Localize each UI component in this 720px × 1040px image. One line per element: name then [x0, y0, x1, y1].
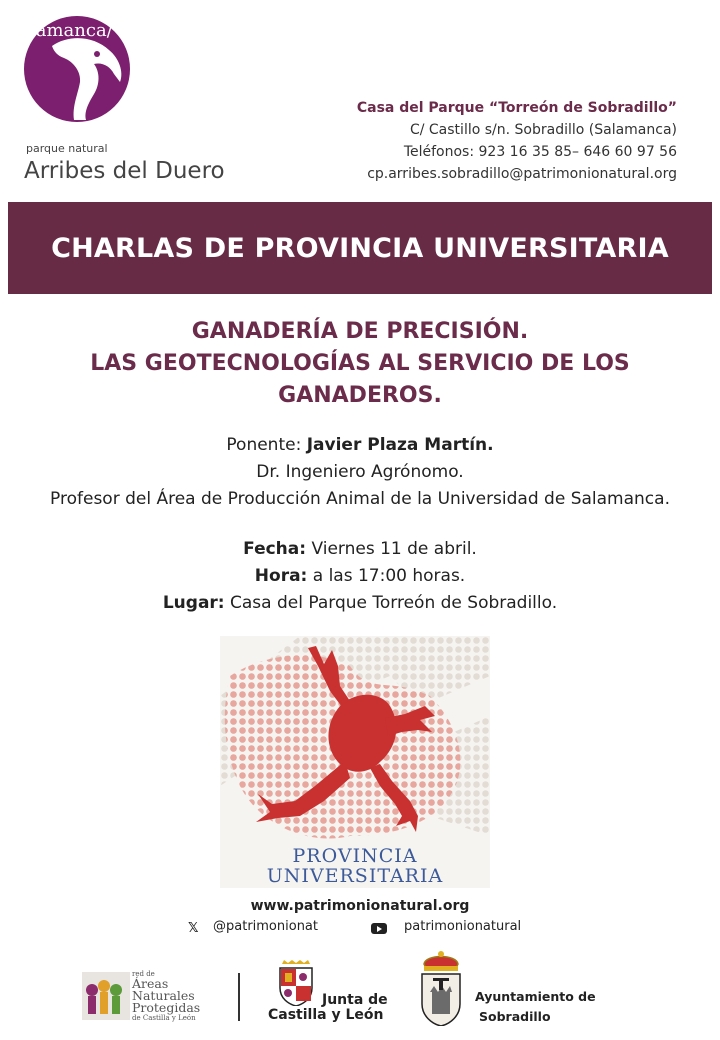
banner-title: CHARLAS DE PROVINCIA UNIVERSITARIA: [51, 232, 669, 264]
date-label: Fecha:: [243, 539, 307, 559]
junta-logo: [268, 960, 398, 1024]
junta-line2: Castilla y León: [268, 1007, 384, 1023]
contact-block: [357, 97, 677, 185]
event-details: [0, 536, 720, 617]
municipal-shield-icon: [418, 950, 464, 1026]
talk-title-line2: LAS GEOTECNOLOGÍAS AL SERVICIO DE LOS: [90, 351, 630, 376]
speaker-name: Javier Plaza Martín.: [306, 435, 494, 455]
time-label: Hora:: [254, 566, 308, 586]
logo-corner-text: lamanca/: [30, 20, 113, 41]
logo-divider: [238, 973, 240, 1021]
frog-icon: [220, 636, 490, 888]
logo-big-text: Arribes del Duero: [24, 158, 225, 184]
rap-line3: Protegidas: [132, 1000, 201, 1015]
ayuntamiento-text: [475, 987, 596, 1027]
time-value: a las 17:00 horas.: [312, 566, 466, 586]
website-link[interactable]: www.patrimonionatural.org: [250, 898, 470, 914]
talk-title: [40, 316, 680, 412]
rap-line2: Naturales: [132, 988, 195, 1003]
park-phones: Teléfonos: 923 16 35 85– 646 60 97 56: [403, 144, 677, 160]
x-handle[interactable]: @patrimonionat: [213, 919, 318, 934]
speaker-line: [0, 432, 720, 459]
speaker-block: [0, 432, 720, 513]
place-value: Casa del Parque Torreón de Sobradillo.: [230, 593, 558, 613]
ayto-line1: Ayuntamiento de: [475, 989, 596, 1004]
social-links: [0, 919, 720, 939]
x-logo-icon[interactable]: 𝕏: [188, 921, 199, 936]
rap-sub: de Castilla y León: [132, 1014, 196, 1022]
event-date: [0, 536, 720, 563]
coat-of-arms-icon: [276, 960, 316, 1006]
title-banner: [8, 202, 712, 294]
people-group-icon: [82, 972, 130, 1020]
junta-line1: Junta de: [322, 992, 388, 1008]
image-caption-line2: UNIVERSITARIA: [266, 865, 444, 887]
date-value: Viernes 11 de abril.: [311, 539, 477, 559]
event-place: [0, 590, 720, 617]
talk-title-line1: GANADERÍA DE PRECISIÓN.: [191, 319, 529, 344]
speaker-label: Ponente:: [226, 435, 302, 455]
ayto-line2: Sobradillo: [479, 1009, 551, 1024]
rap-line1: Áreas: [132, 976, 169, 991]
place-label: Lugar:: [162, 593, 225, 613]
areas-protegidas-text: [132, 970, 200, 1023]
image-caption-line1: PROVINCIA: [292, 845, 418, 867]
rap-small: red de: [132, 970, 155, 978]
park-logo: [20, 12, 235, 187]
ayuntamiento-shield: [418, 950, 464, 1026]
park-name: Casa del Parque “Torreón de Sobradillo”: [356, 100, 677, 116]
areas-protegidas-logo: [82, 970, 222, 1022]
event-time: [0, 563, 720, 590]
park-email[interactable]: cp.arribes.sobradillo@patrimonionatural.org: [367, 166, 677, 182]
talk-title-line3: GANADEROS.: [278, 383, 442, 408]
speaker-title: Dr. Ingeniero Agrónomo.: [256, 462, 464, 482]
speaker-position: Profesor del Área de Producción Animal de la Universidad de Salamanca.: [50, 489, 670, 509]
logo-small-text: parque natural: [26, 142, 108, 155]
provincia-universitaria-image: [220, 636, 490, 888]
park-address: C/ Castillo s/n. Sobradillo (Salamanca): [409, 122, 677, 138]
youtube-icon[interactable]: [371, 923, 387, 934]
youtube-handle[interactable]: patrimonionatural: [404, 919, 522, 934]
